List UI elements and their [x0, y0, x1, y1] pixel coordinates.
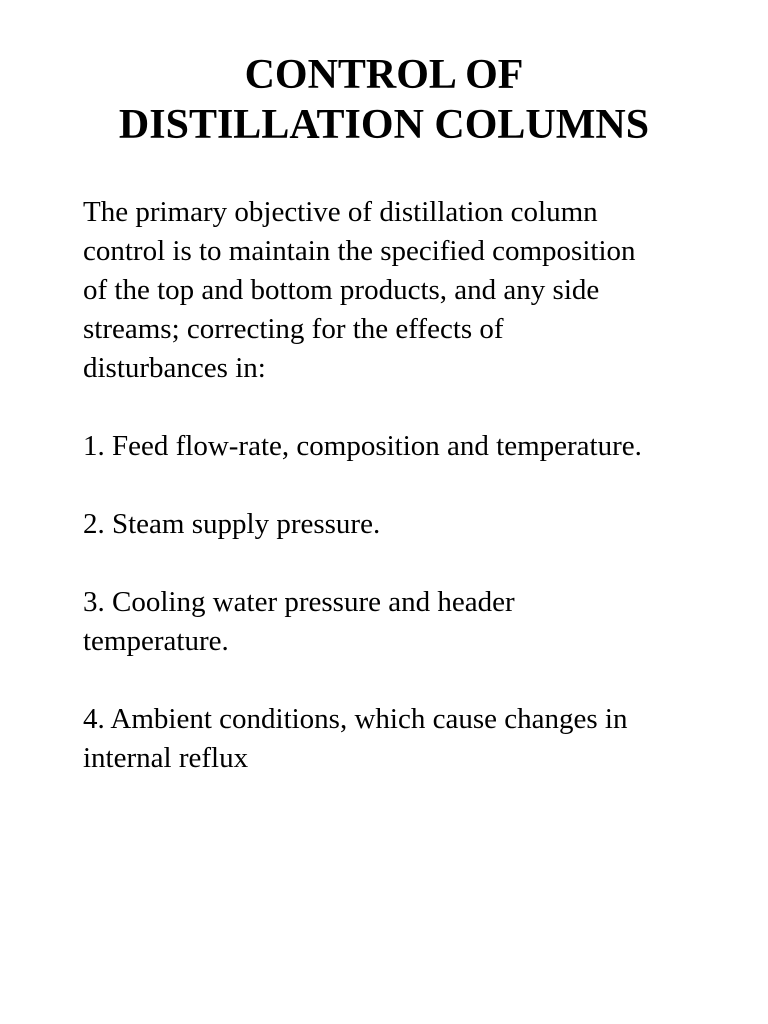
intro-paragraph — [83, 193, 753, 388]
list-item-line: temperature. — [83, 625, 229, 657]
title-line-1: CONTROL OF — [244, 52, 524, 98]
intro-line: streams; correcting for the effects of — [83, 313, 504, 345]
list-item-line: internal reflux — [83, 742, 249, 774]
list-item-line: 2. Steam supply pressure. — [83, 508, 381, 540]
intro-line: disturbances in: — [83, 352, 266, 384]
intro-line: control is to maintain the specified composition — [83, 235, 636, 267]
title-line-2: DISTILLATION COLUMNS — [118, 102, 650, 148]
body-text — [83, 193, 753, 817]
intro-line: The primary objective of distillation column — [83, 196, 598, 228]
list-item-line: 3. Cooling water pressure and header — [83, 586, 515, 618]
list-item-line: 4. Ambient conditions, which cause changes in — [83, 703, 628, 735]
list-item — [83, 505, 753, 544]
list-item-line: 1. Feed flow-rate, composition and temperature. — [83, 430, 642, 462]
list-item — [83, 427, 753, 466]
intro-line: of the top and bottom products, and any side — [83, 274, 600, 306]
list-item — [83, 700, 753, 778]
page-title — [0, 50, 768, 150]
disturbance-list — [83, 427, 753, 778]
list-item — [83, 583, 753, 661]
